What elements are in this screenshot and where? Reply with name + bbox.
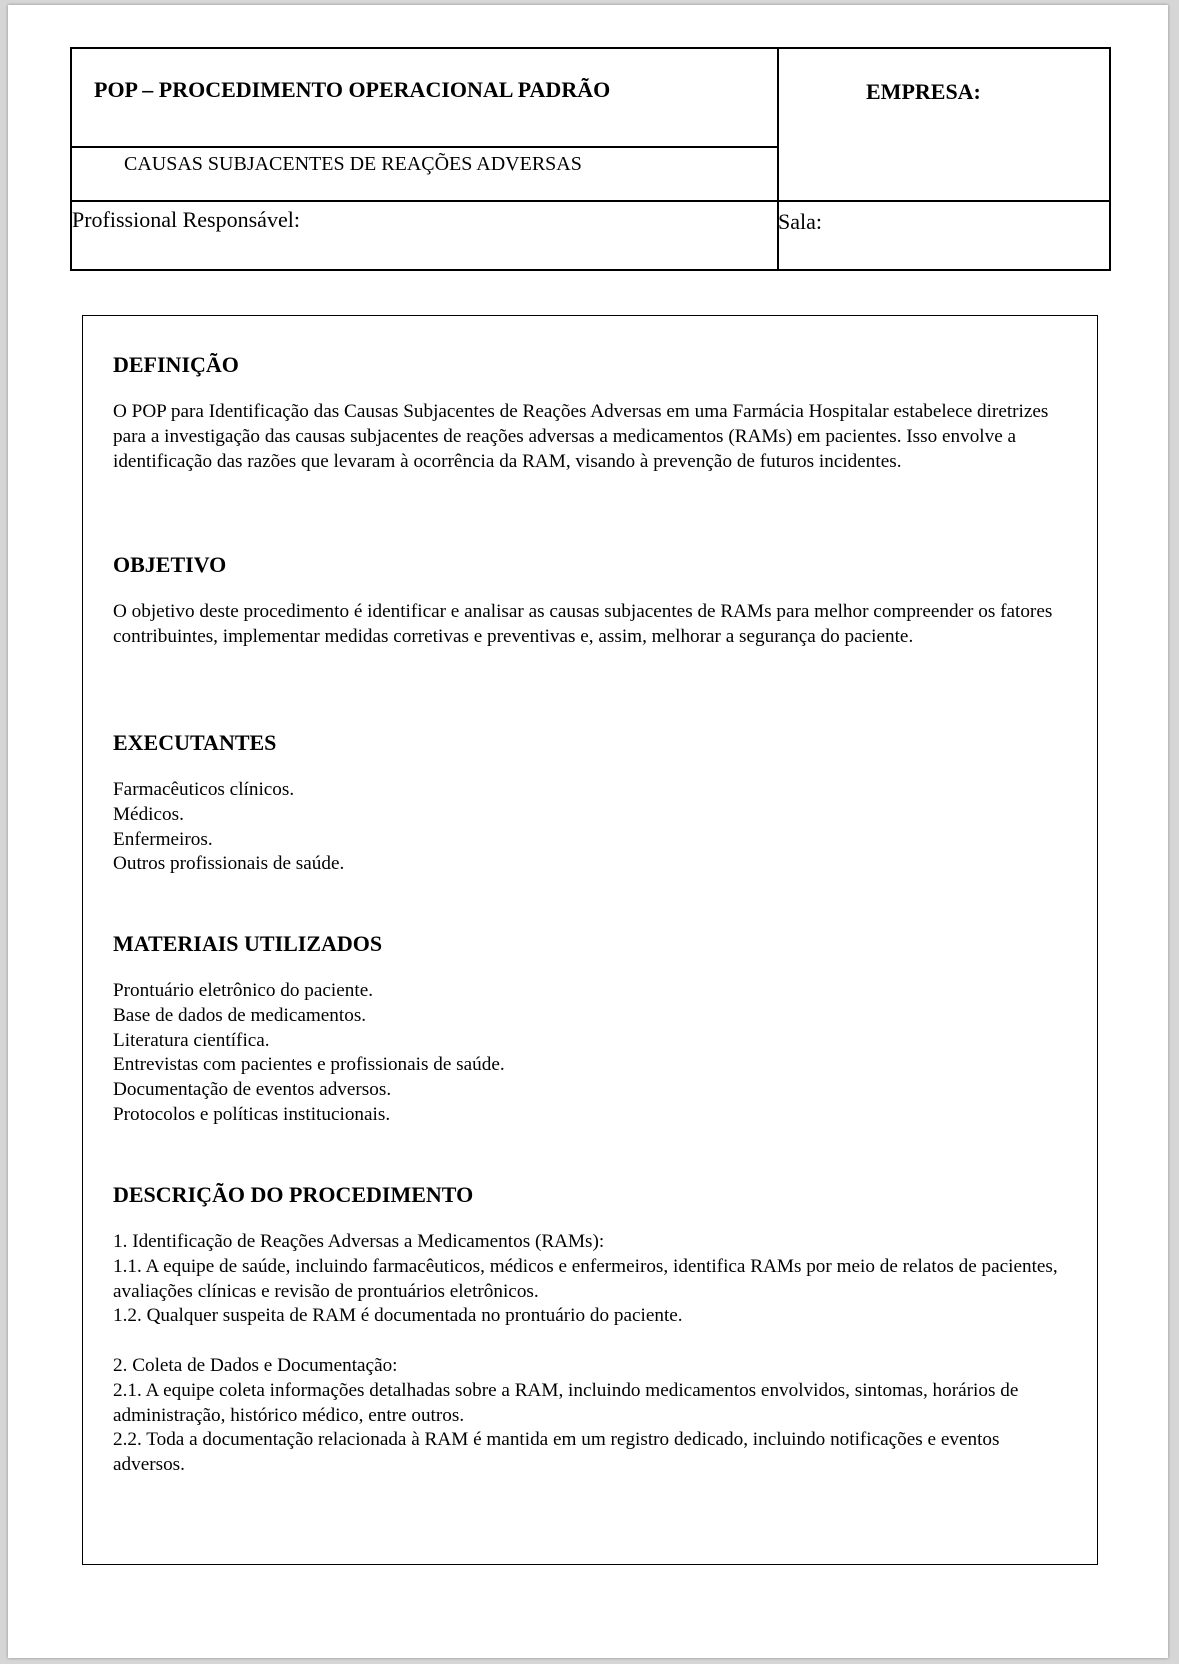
section-executantes bbox=[113, 730, 1073, 877]
list-item: Prontuário eletrônico do paciente. bbox=[113, 980, 374, 1001]
content-box bbox=[82, 315, 1098, 1565]
header-divider-title bbox=[72, 146, 777, 148]
pop-title: POP – PROCEDIMENTO OPERACIONAL PADRÃO bbox=[94, 77, 611, 102]
list-item: Literatura científica. bbox=[113, 1029, 270, 1051]
list-item: Base de dados de medicamentos. bbox=[113, 1004, 367, 1026]
sala-label: Sala: bbox=[778, 209, 822, 234]
document-page bbox=[8, 5, 1168, 1658]
definicao-text: O POP para Identificação das Causas Subjacentes de Reações Adversas em uma Farmácia Hospitalar estabelece diretrizes para a investigação das causas subjacentes de reações adversas a medicamentos (RAMs) em pacientes. Isso envolve a identificação das razões que levaram à ocorrência da RAM, visando à prevenção de futuros incidentes. bbox=[113, 401, 1049, 472]
step-2-1: 2.1. A equipe coleta informações detalhadas sobre a RAM, incluindo medicamentos envolvidos, sintomas, horários de administração, histórico médico, entre outros. bbox=[113, 1379, 1019, 1426]
descricao-body bbox=[113, 1230, 1073, 1478]
list-item: Documentação de eventos adversos. bbox=[113, 1079, 392, 1101]
header-table bbox=[70, 47, 1111, 271]
list-item: Farmacêuticos clínicos. bbox=[113, 779, 295, 800]
descricao-heading: DESCRIÇÃO DO PROCEDIMENTO bbox=[113, 1182, 474, 1207]
pop-subtitle: CAUSAS SUBJACENTES DE REAÇÕES ADVERSAS bbox=[124, 153, 582, 175]
objetivo-text: O objetivo deste procedimento é identificar e analisar as causas subjacentes de RAMs para melhor compreender os fatores contribuintes, implementar medidas corretivas e preventivas e, assim, melhorar a segurança do paciente. bbox=[113, 601, 1053, 647]
section-descricao bbox=[113, 1182, 1073, 1478]
step-2: 2. Coleta de Dados e Documentação: bbox=[113, 1354, 398, 1376]
materiais-list bbox=[113, 979, 1073, 1128]
profissional-label: Profissional Responsável: bbox=[72, 207, 300, 232]
section-objetivo bbox=[113, 552, 1073, 650]
header-divider-main bbox=[72, 200, 1109, 202]
section-materiais bbox=[113, 931, 1073, 1128]
executantes-heading: EXECUTANTES bbox=[113, 730, 277, 755]
objetivo-heading: OBJETIVO bbox=[113, 552, 227, 577]
executantes-list bbox=[113, 778, 1073, 877]
definicao-heading: DEFINIÇÃO bbox=[113, 352, 239, 377]
list-item: Enfermeiros. bbox=[113, 828, 213, 850]
step-1-1: 1.1. A equipe de saúde, incluindo farmacêuticos, médicos e enfermeiros, identifica RAMs por meio de relatos de pacientes, avaliações clínicas e revisão de prontuários eletrônicos. bbox=[113, 1255, 1058, 1302]
step-2-2: 2.2. Toda a documentação relacionada à RAM é mantida em um registro dedicado, incluindo notificações e eventos adversos. bbox=[113, 1429, 1000, 1476]
list-item: Protocolos e políticas institucionais. bbox=[113, 1103, 391, 1125]
step-1-2: 1.2. Qualquer suspeita de RAM é documentada no prontuário do paciente. bbox=[113, 1305, 683, 1327]
list-item: Médicos. bbox=[113, 803, 184, 825]
step-1: 1. Identificação de Reações Adversas a Medicamentos (RAMs): bbox=[113, 1231, 605, 1252]
materiais-heading: MATERIAIS UTILIZADOS bbox=[113, 931, 383, 956]
empresa-label: EMPRESA: bbox=[866, 79, 981, 104]
list-item: Entrevistas com pacientes e profissionais de saúde. bbox=[113, 1054, 505, 1076]
list-item: Outros profissionais de saúde. bbox=[113, 853, 345, 875]
header-vertical-divider bbox=[777, 49, 779, 269]
section-definicao bbox=[113, 352, 1073, 474]
